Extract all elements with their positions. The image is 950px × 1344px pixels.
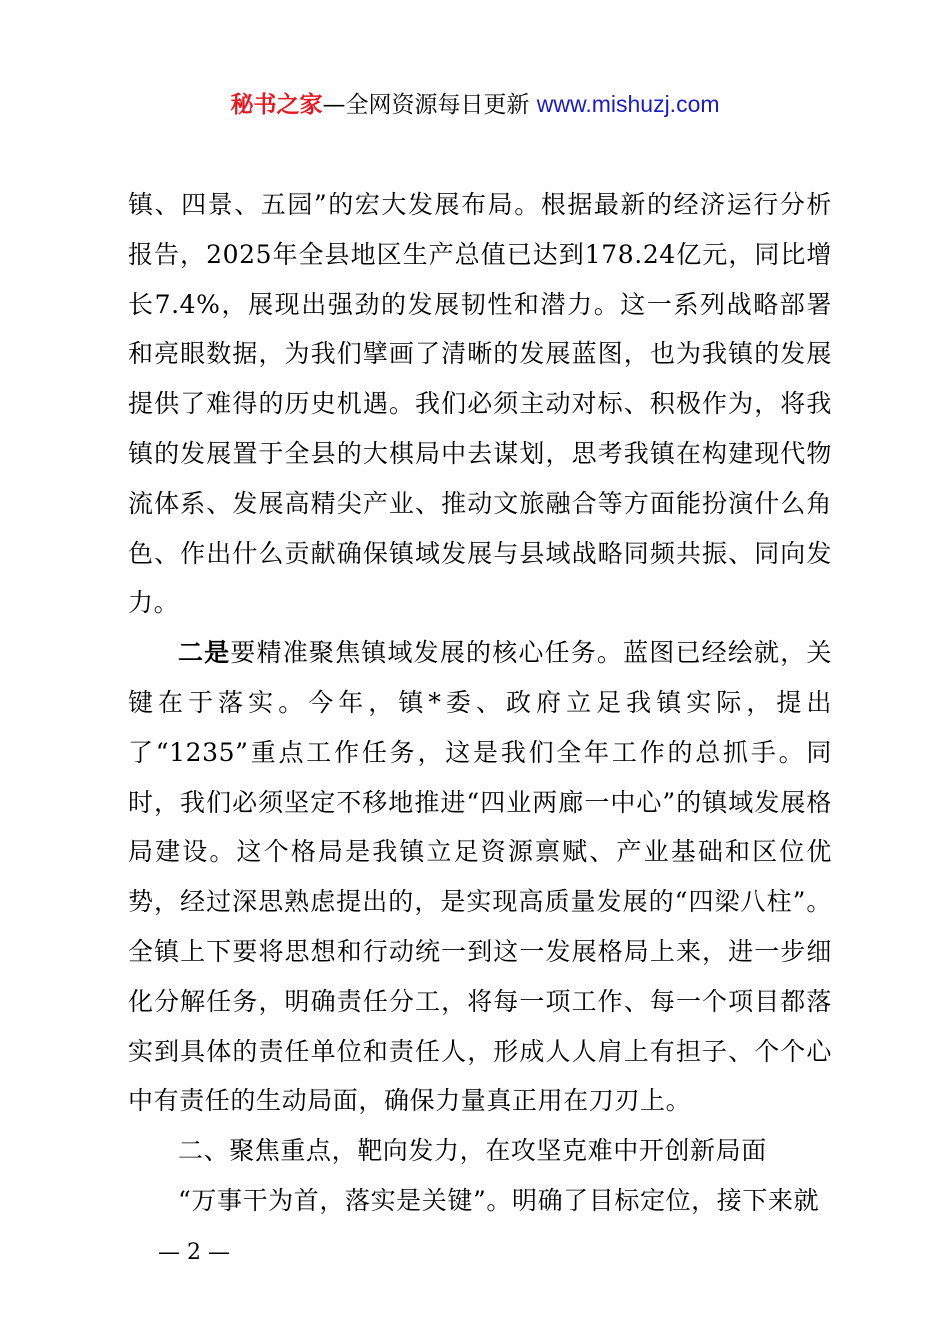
paragraph-point-two (128, 628, 832, 1126)
paragraph-text: 要精准聚焦镇域发展的核心任务。蓝图已经绘就，关键在于落实。今年，镇*委、政府立足我镇实际，提出了“1235”重点工作任务，这是我们全年工作的总抓手。同时，我们必须坚定不移地推进“四业两廊一中心”的镇域发展格局建设。这个格局是我镇立足资源禀赋、产业基础和区位优势，经过深思熟虑提出的，是实现高质量发展的“四梁八柱”。全镇上下要将思想和行动统一到这一发展格局上来，进一步细化分解任务，明确责任分工，将每一项工作、每一个项目都落实到具体的责任单位和责任人，形成人人肩上有担子、个个心中有责任的生动局面，确保力量真正用在刀刃上。 (128, 638, 832, 1116)
paragraph-lead: 二是 (178, 638, 231, 668)
page-header (0, 86, 950, 123)
paragraph-continuation: 镇、四景、五园”的宏大发展布局。根据最新的经济运行分析报告，2025年全县地区生产总值已达到178.24亿元，同比增长7.4%，展现出强劲的发展韧性和潜力。这一系列战略部署和亮眼数据，为我们擘画了清晰的发展蓝图，也为我镇的发展提供了难得的历史机遇。我们必须主动对标、积极作为，将我镇的发展置于全县的大棋局中去谋划，思考我镇在构建现代物流体系、发展高精尖产业、推动文旅融合等方面能扮演什么角色、作出什么贡献确保镇域发展与县域战略同频共振、同向发力。 (128, 190, 832, 618)
header-url-link[interactable]: www.mishuzj.com (536, 91, 720, 117)
page-number: — 2 — (158, 1240, 230, 1265)
document-body (128, 180, 832, 1226)
header-tagline: —全网资源每日更新 (322, 92, 537, 118)
paragraph-section-intro: “万事干为首，落实是关键”。明确了目标定位，接下来就 (178, 1185, 820, 1215)
section-heading: 二、聚焦重点，靶向发力，在攻坚克难中开创新局面 (178, 1136, 767, 1166)
brand-name: 秘书之家 (230, 92, 323, 118)
